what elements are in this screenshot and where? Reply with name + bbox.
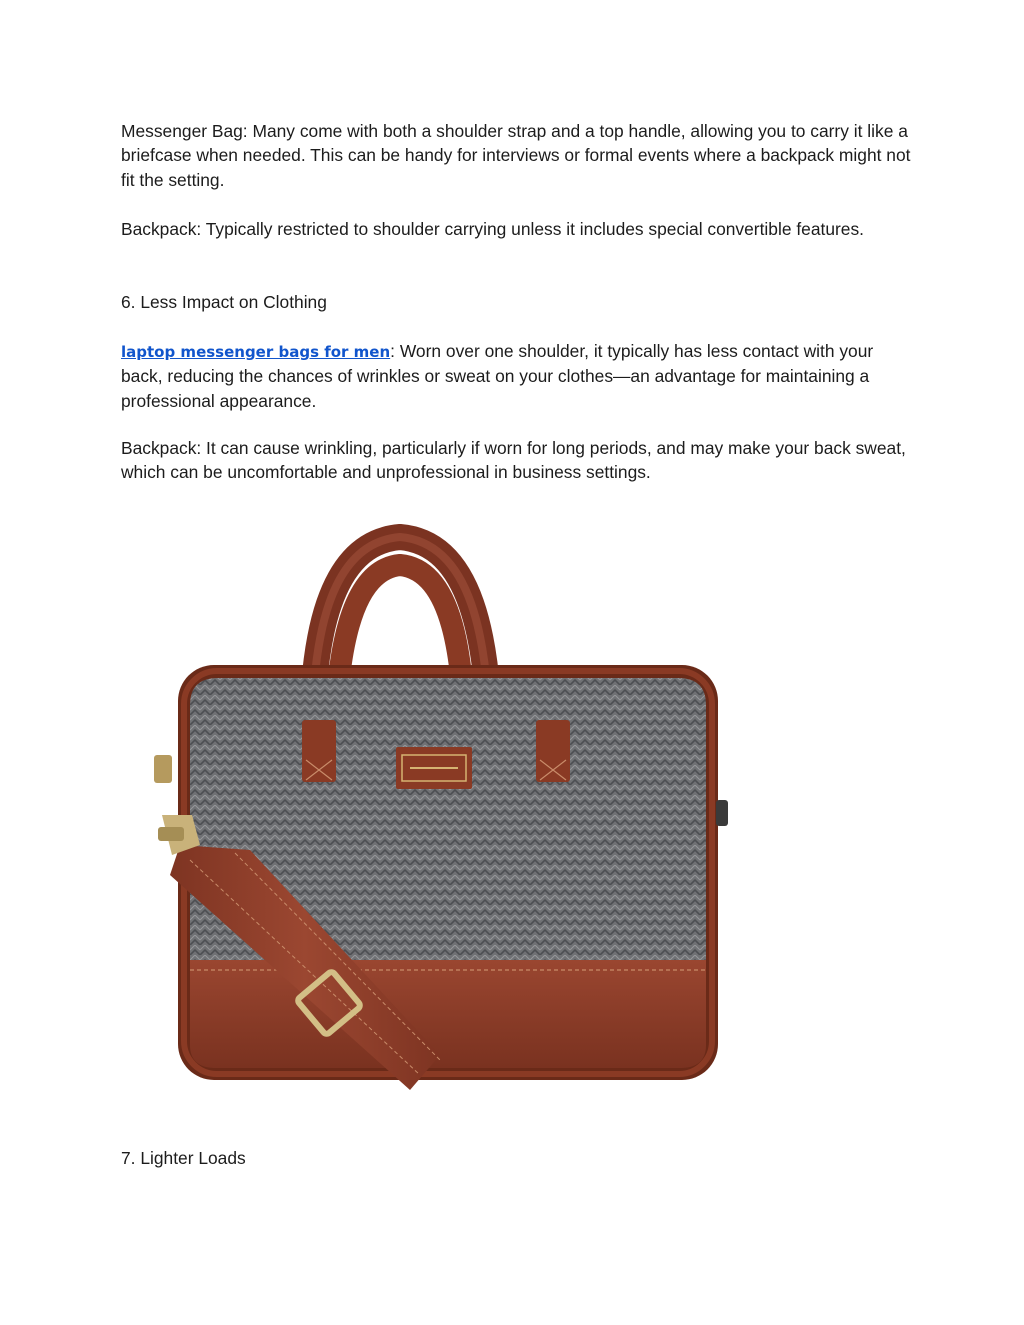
paragraph-backpack-shoulder: Backpack: Typically restricted to shoulder carrying unless it includes special convertible features. xyxy=(121,219,864,239)
messenger-bag-image xyxy=(140,515,740,1105)
section-heading-lighter-loads: 7. Lighter Loads xyxy=(121,1148,246,1168)
paragraph-messenger-clothing xyxy=(121,339,911,413)
paragraph-backpack-clothing: Backpack: It can cause wrinkling, particularly if worn for long periods, and may make your back sweat, which can be uncomfortable and unprofessional in business settings. xyxy=(121,438,906,483)
laptop-messenger-bags-link[interactable]: laptop messenger bags for men xyxy=(121,343,391,361)
paragraph-messenger-clothing-text: : Worn over one shoulder, it typically has less contact with your back, reducing the chances of wrinkles or sweat on your clothes—an advantage for maintaining a professional appearance. xyxy=(121,341,874,411)
paragraph-messenger-handle: Messenger Bag: Many come with both a shoulder strap and a top handle, allowing you to carry it like a briefcase when needed. This can be handy for interviews or formal events where a backpack might not fit the setting. xyxy=(121,121,911,190)
section-heading-less-impact: 6. Less Impact on Clothing xyxy=(121,292,327,312)
